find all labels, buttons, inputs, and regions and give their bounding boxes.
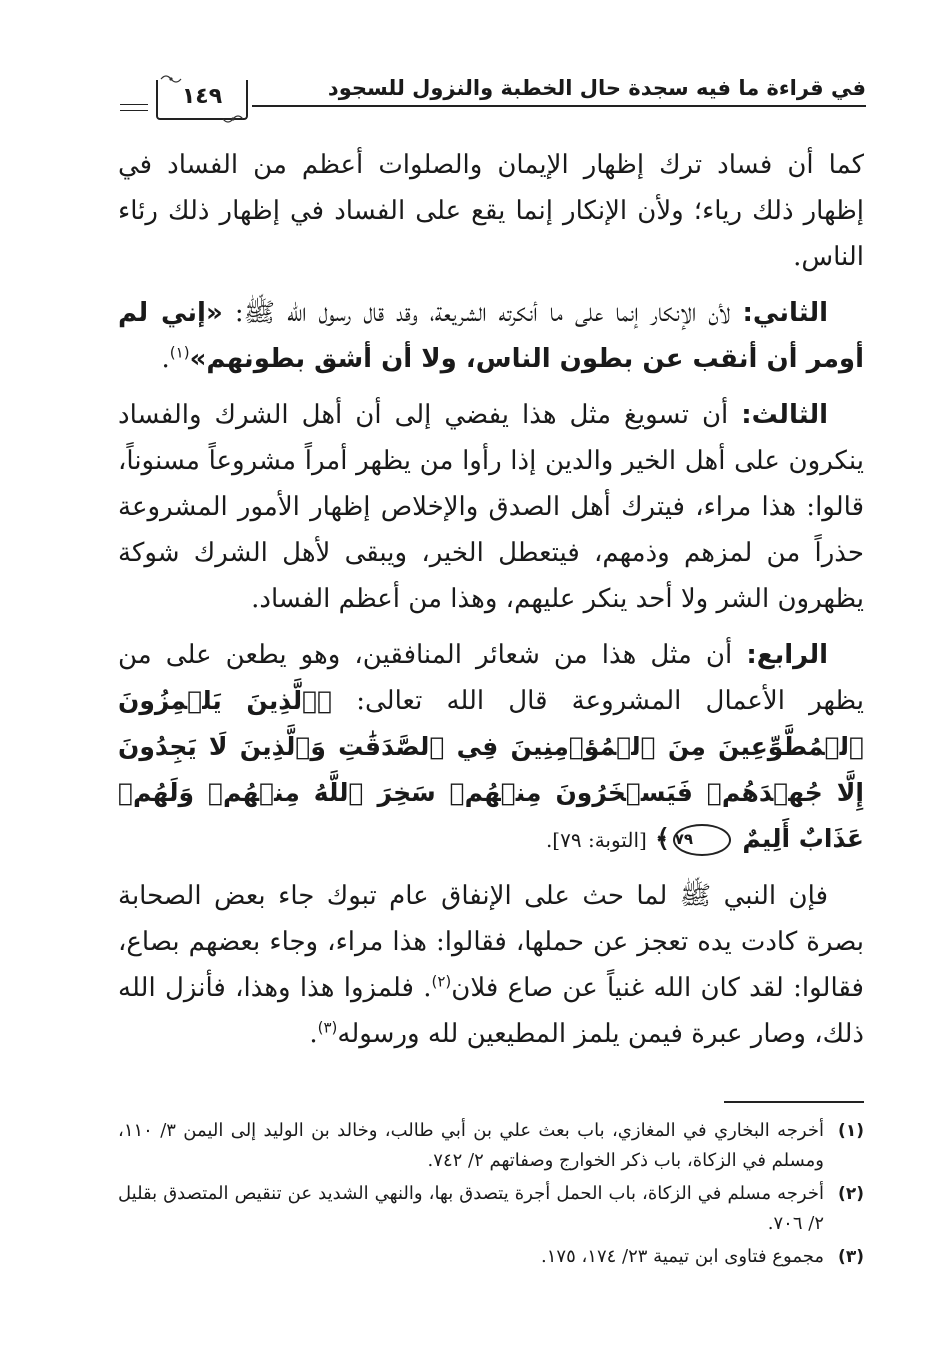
footnote-number: (١) xyxy=(838,1121,864,1141)
paragraph-4 xyxy=(118,632,864,863)
running-header-title: في قراءة ما فيه سجدة حال الخطبة والنزول للسجود xyxy=(327,76,866,100)
paragraph-end: . xyxy=(309,1019,318,1049)
footnote-text: أخرجه مسلم في الزكاة، باب الحمل أجرة يتصدق بها، والنهي الشديد عن تنقيص المتصدق بقليل ٢/ ٧٠٦. xyxy=(118,1183,824,1234)
paragraph-lead: الثاني: xyxy=(742,298,829,328)
footnote-ref[interactable]: (٣) xyxy=(317,1018,338,1037)
paragraph-1: كما أن فساد ترك إظهار الإيمان والصلوات أعظم من الفساد في إظهار ذلك رياء؛ ولأن الإنكار إنما يقع على الفساد في إظهار ذلك رئاء الناس. xyxy=(118,150,864,272)
header-rule-left-upper xyxy=(120,104,148,105)
ornament-icon xyxy=(222,112,244,126)
footnote-item xyxy=(118,1179,864,1239)
hadith-quote: «إني لم أومر أن أنقب عن بطون الناس، ولا أن أشق بطونهم» xyxy=(118,298,864,374)
quran-verse: ﴿ٱلَّذِينَ يَلۡمِزُونَ ٱلۡمُطَّوِّعِينَ مِنَ ٱلۡمُؤۡمِنِينَ فِي ٱلصَّدَقَٰتِ وَٱلَّذِينَ لَا يَجِدُونَ إِلَّا جُهۡدَهُمۡ فَيَسۡخَرُونَ مِنۡهُمۡ سَخِرَ ٱللَّهُ مِنۡهُمۡ وَلَهُمۡ عَذَابٌ أَلِيمٌ xyxy=(118,686,864,853)
paragraph-text: لأن الإنكار إنما على ما أنكرته الشريعة، وقد قال رسول الله ﷺ: xyxy=(234,298,731,328)
quran-close-bracket: ﴾ xyxy=(655,824,670,853)
paragraph-2 xyxy=(118,290,864,382)
quran-reference: [التوبة: ٧٩]. xyxy=(545,828,647,852)
paragraph-text: أن مثل هذا من شعائر المنافقين، وهو يطعن على من يظهر الأعمال المشروعة قال الله تعالى: xyxy=(118,640,864,716)
header-rule xyxy=(252,105,866,107)
footnote-item xyxy=(118,1242,864,1272)
paragraph-text: أن تسويغ مثل هذا يفضي إلى أن أهل الشرك والفساد ينكرون على أهل الخير والدين إذا رأوا من يظهر أمراً مشروعاً مسنوناً، قالوا: هذا مراء، فيترك أهل الصدق والإخلاص إظهار الأمور المشروعة حذراً من لمزهم وذمهم، فيتعطل الخير، ويبقى لأهل الشرك شوكة يظهرون الشر ولا أحد ينكر عليهم، وهذا من أعظم الفساد. xyxy=(118,400,864,614)
footnote-ref[interactable]: (١) xyxy=(169,343,190,362)
paragraph-lead: الرابع: xyxy=(746,640,828,670)
paragraph-text: فإن النبي ﷺ لما حث على الإنفاق عام تبوك جاء بعض الصحابة بصرة كادت يده تعجز عن حملها، فقالوا: هذا مراء، وجاء بعضهم بصاع، فقالوا: لقد كان الله غنياً عن صاع فلان xyxy=(118,881,864,1003)
paragraph-text: . فلمزوا هذا وهذا، فأنزل الله ذلك، وصار عبرة فيمن يلمز المطيعين لله ورسوله xyxy=(118,973,864,1049)
page-number: ١٤٩ xyxy=(181,84,223,109)
footnote-number: (٢) xyxy=(838,1184,864,1204)
paragraph-5 xyxy=(118,873,864,1057)
footnote-separator xyxy=(724,1101,864,1103)
footnote-ref[interactable]: (٢) xyxy=(431,972,452,991)
ayah-number-marker: ٧٩ xyxy=(673,824,731,856)
footnote-text: مجموع فتاوى ابن تيمية ٢٣/ ١٧٤، ١٧٥. xyxy=(541,1246,824,1267)
paragraph-end: . xyxy=(161,344,170,374)
footnote-text: أخرجه البخاري في المغازي، باب بعث علي بن أبي طالب، وخالد بن الوليد إلى اليمن ٣/ ١١٠، ومسلم في الزكاة، باب ذكر الخوارج وصفاتهم ٢/ ٧٤٢. xyxy=(118,1120,824,1171)
footnote-item xyxy=(118,1116,864,1176)
paragraph-lead: الثالث: xyxy=(741,400,828,430)
paragraph-3 xyxy=(118,392,864,622)
footnotes xyxy=(118,1116,864,1275)
main-text xyxy=(118,142,864,1067)
footnote-number: (٣) xyxy=(838,1247,864,1267)
header-rule-left-lower xyxy=(120,110,148,111)
